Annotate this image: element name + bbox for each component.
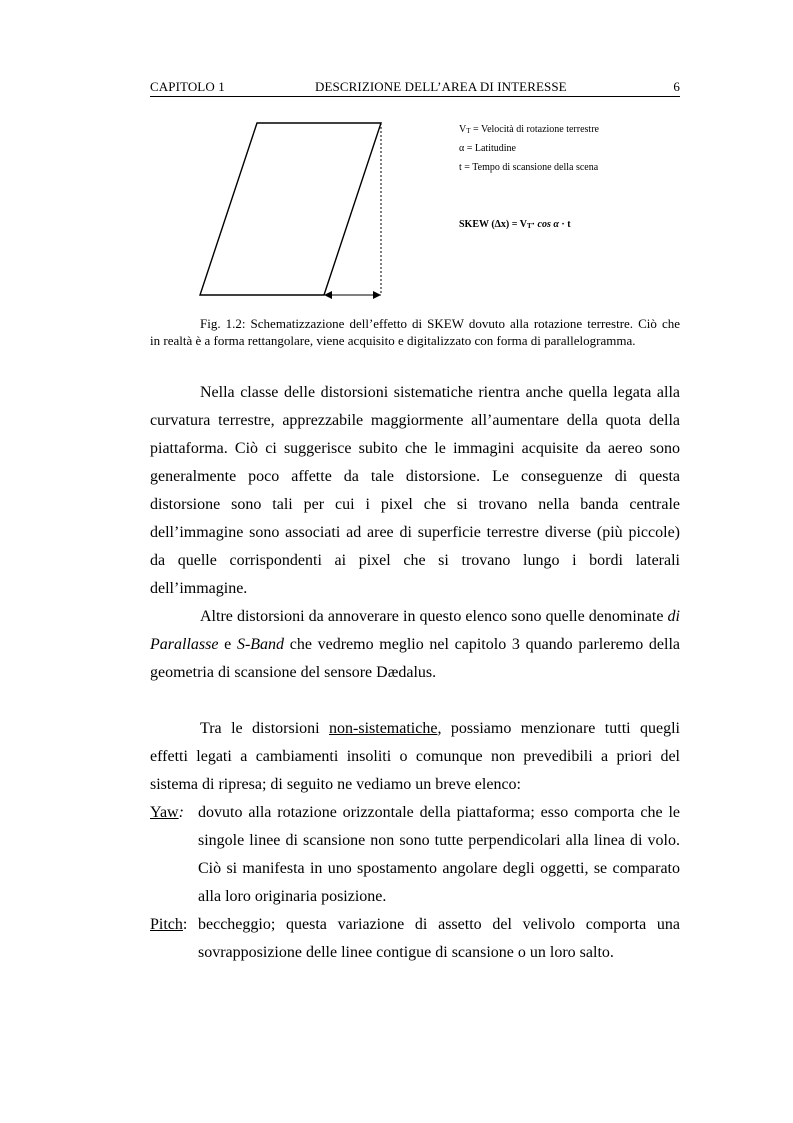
list-item-yaw — [150, 799, 680, 911]
vt-subscript: T — [466, 127, 471, 135]
p2-text-a: Altre distorsioni da annoverare in questo elenco sono quelle denominate — [200, 608, 668, 625]
legend-t: t = Tempo di scansione della scena — [459, 162, 599, 173]
skew-formula-dot: · — [531, 219, 538, 230]
paragraph-non-systematic — [150, 715, 680, 799]
list-item-pitch — [150, 911, 680, 967]
skew-parallelogram-diagram — [190, 115, 400, 305]
term-parallasse: di Parallasse — [150, 608, 680, 653]
yaw-term — [150, 799, 184, 827]
skew-formula — [459, 219, 571, 232]
legend-vt — [459, 124, 599, 137]
page-header — [150, 79, 680, 97]
paragraph-2 — [150, 603, 680, 687]
skew-formula-prefix: SKEW (Δx) = V — [459, 219, 527, 230]
term-non-sistematiche: non-sistematiche — [329, 720, 438, 737]
skew-formula-subscript: T — [527, 222, 532, 230]
paragraph-1: Nella classe delle distorsioni sistematiche rientra anche quella legata alla curvatura terrestre, apprezzabile maggiormente all’aumentare della quota della piattaforma. Ciò ci suggerisce subito che le immagini acquisite da aereo sono generalmente poco affette da tale distorsione. Le conseguenze di questa distorsione sono tali per cui i pixel che si trovano nella banda centrale dell’immagine sono associati ad aree di superficie terrestre diverse (più piccole) da quelle corrispondenti ai pixel che si trovano lungo i bordi laterali dell’immagine. — [150, 384, 680, 597]
pitch-definition — [150, 911, 680, 967]
paragraph-curvature — [150, 379, 680, 603]
pitch-term — [150, 911, 187, 939]
page-number: 6 — [673, 79, 680, 94]
p2-text-c: e — [218, 636, 237, 653]
pitch-colon: : — [182, 916, 188, 933]
pitch-term-label: Pitch — [150, 916, 183, 933]
caption-line-2: in realtà è a forma rettangolare, viene acquisito e digitalizzato con forma di parallelogramma. — [150, 333, 636, 348]
section-title: DESCRIZIONE DELL’AREA DI INTERESSE — [315, 79, 567, 94]
parallelogram-shape — [200, 123, 381, 295]
paragraph-3 — [150, 715, 680, 799]
yaw-definition — [150, 799, 680, 911]
figure-caption — [150, 315, 680, 349]
yaw-text: dovuto alla rotazione orizzontale della piattaforma; esso comporta che le singole linee di scansione non sono tutte perpendicolari alla linea di volo. Ciò si manifesta in uno spostamento angolare degli oggetti, se comparato alla loro originaria posizione. — [198, 804, 680, 905]
skew-formula-cos: cos α — [537, 219, 559, 230]
term-s-band: S-Band — [236, 636, 285, 653]
chapter-label: CAPITOLO 1 — [150, 79, 225, 94]
pitch-text: beccheggio; questa variazione di assetto del velivolo comporta una sovrapposizione delle linee contigue di scansione o un loro salto. — [198, 916, 680, 961]
p2-text-e: che vedremo meglio nel capitolo 3 quando parleremo della geometria di scansione del sensore Dædalus. — [150, 636, 680, 681]
paragraph-parallax — [150, 603, 680, 687]
legend-alpha: α = Latitudine — [459, 143, 516, 154]
p3-text-a: Tra le distorsioni — [200, 720, 330, 737]
yaw-colon: : — [178, 804, 184, 821]
vt-definition: = Velocità di rotazione terrestre — [470, 124, 599, 135]
yaw-term-label: Yaw — [150, 804, 179, 821]
vt-symbol: V — [459, 124, 467, 135]
skew-formula-end: · t — [558, 219, 571, 230]
caption-line-1: Fig. 1.2: Schematizzazione dell’effetto di SKEW dovuto alla rotazione terrestre. Ciò che — [200, 316, 680, 331]
p3-text-c: , possiamo menzionare tutti quegli effetti legati a cambiamenti insoliti o comunque non prevedibili a priori del sistema di ripresa; di seguito ne vediamo un breve elenco: — [150, 720, 681, 793]
